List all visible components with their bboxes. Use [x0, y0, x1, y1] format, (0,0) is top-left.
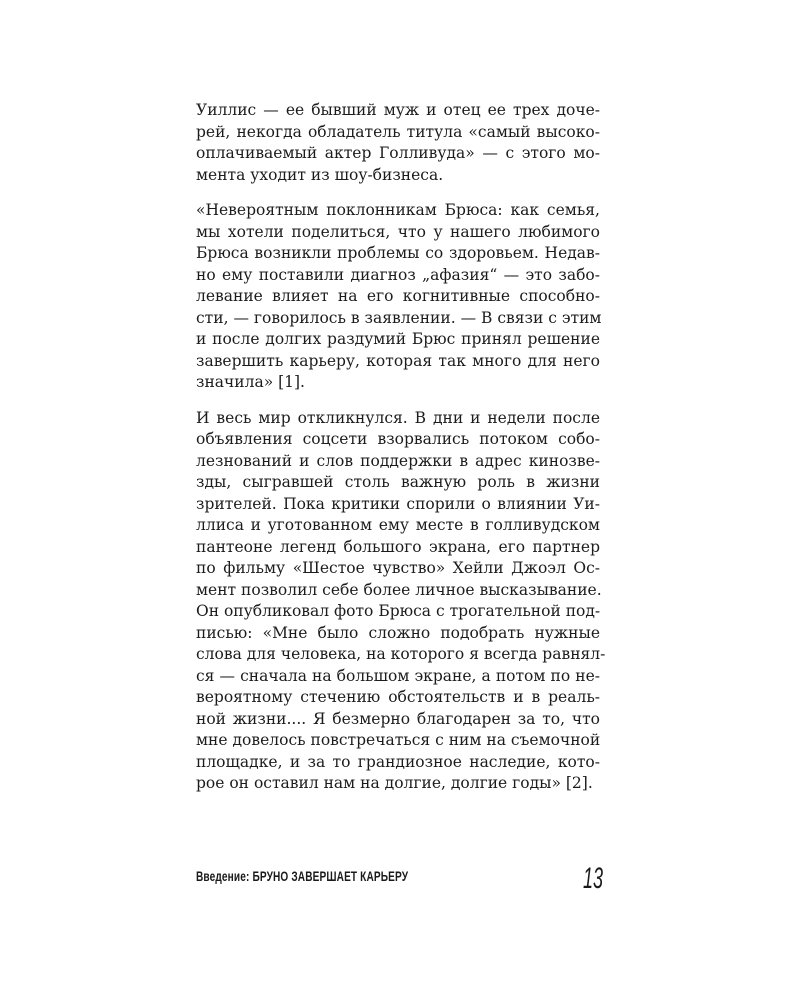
text-line: сти, — говорилось в заявлении. — В связи с этим: [196, 308, 602, 327]
paragraph-1: [196, 100, 600, 186]
text-line: ллиса и уготованном ему месте в голливудском: [196, 516, 600, 534]
text-line: И весь мир откликнулся. В дни и недели после: [196, 408, 600, 427]
paragraph-3: [196, 408, 606, 795]
text-line: зрителей. Пока критики спорили о влиянии Уи-: [196, 494, 600, 513]
text-line: завершить карьеру, которая так много для него: [196, 351, 600, 370]
paragraph-2: [196, 200, 600, 394]
body-text: [196, 100, 606, 809]
text-line: слова для человека, на которого я всегда равнял-: [196, 645, 606, 663]
text-line: вероятному стечению обстоятельств и в реаль-: [196, 688, 600, 706]
text-line: мне довелось повстречаться с ним на съемочной: [196, 731, 601, 749]
text-line: объявления соцсети взорвались потоком собо-: [196, 430, 600, 448]
text-line: левание влияет на его когнитивные способно-: [196, 287, 600, 305]
text-line: площадке, и за то грандиозное наследие, кото-: [196, 752, 600, 771]
text-line: писью: «Мне было сложно подобрать нужные: [196, 623, 600, 642]
text-line: Уиллис — ее бывший муж и отец ее трех доче-: [196, 101, 600, 119]
text-line: ся — сначала на большом экране, а потом по не-: [196, 666, 600, 685]
text-line: и после долгих раздумий Брюс принял решение: [196, 330, 600, 348]
text-line: пантеоне легенд большого экрана, его партнер: [196, 537, 600, 556]
text-line: мент позволил себе более личное высказывание.: [196, 580, 602, 599]
text-line: Он опубликовал фото Брюса с трогательной под-: [196, 602, 601, 620]
text-line: мента уходит из шоу-бизнеса.: [196, 165, 444, 184]
text-line: но ему поставили диагноз „афазия“ — это забо-: [196, 265, 600, 284]
running-title: Введение: БРУНО ЗАВЕРШАЕТ КАРЬЕРУ: [196, 868, 409, 884]
text-line: мы хотели поделиться, что у нашего любимого: [196, 222, 600, 241]
text-line: рей, некогда обладатель титула «самый высоко-: [196, 122, 600, 141]
text-line: по фильму «Шестое чувство» Хейли Джоэл Ос-: [196, 559, 600, 577]
text-line: лезнований и слов поддержки в адрес кинозве-: [196, 451, 600, 470]
page-number: 13: [583, 862, 604, 895]
text-line: Брюса возникли проблемы со здоровьем. Недав-: [196, 244, 600, 262]
text-line: рое он оставил нам на долгие, долгие годы» [2].: [196, 774, 593, 792]
text-line: оплачиваемый актер Голливуда» — с этого мо-: [196, 144, 600, 162]
text-line: «Невероятным поклонникам Брюса: как семья,: [196, 201, 600, 219]
text-line: ной жизни.... Я безмерно благодарен за то, что: [196, 709, 600, 728]
text-line: зды, сыгравшей столь важную роль в жизни: [196, 473, 600, 491]
text-line: значила» [1].: [196, 373, 305, 391]
